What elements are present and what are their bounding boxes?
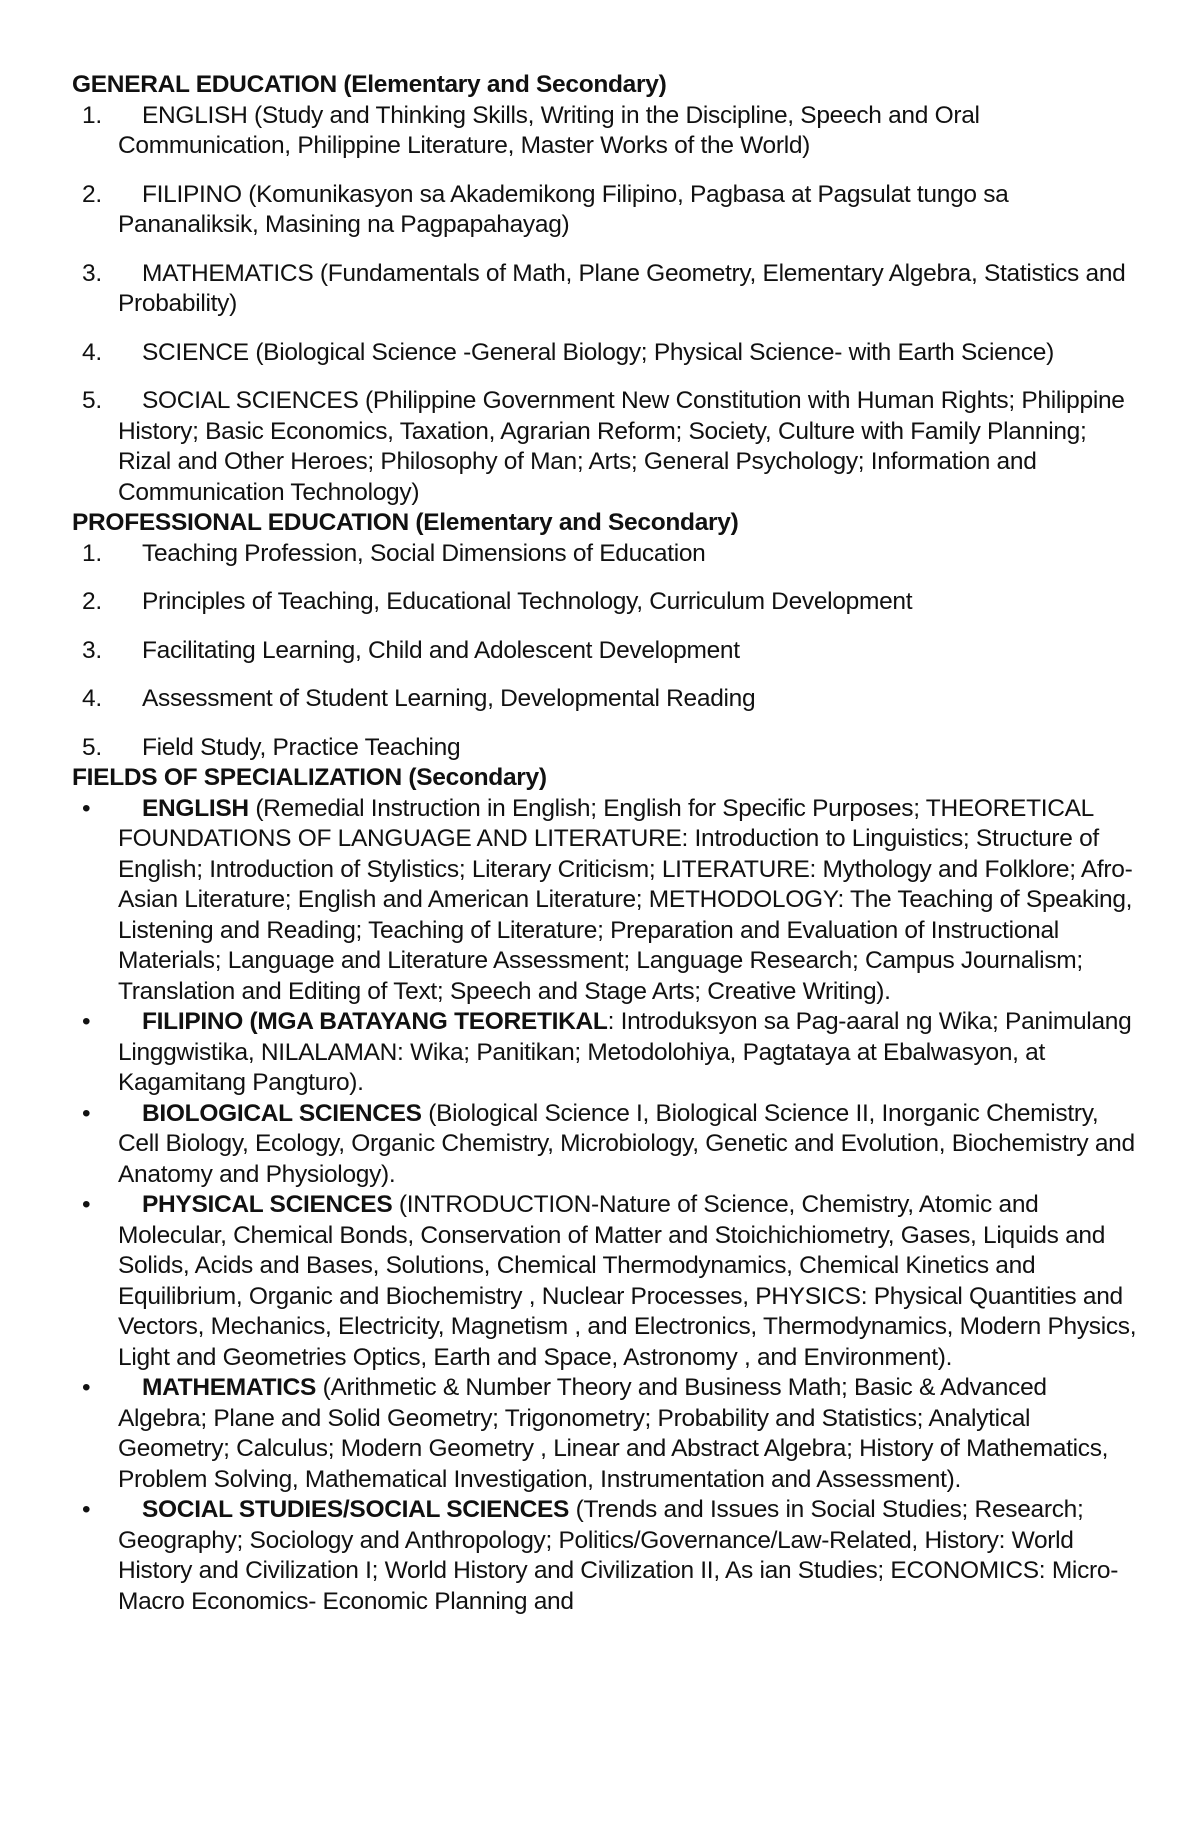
field-title: ENGLISH — [142, 794, 249, 822]
general-education-list — [72, 101, 1140, 509]
fields-of-specialization-heading: FIELDS OF SPECIALIZATION (Secondary) — [72, 764, 547, 791]
list-item: • ENGLISH (Remedial Instruction in English; English for Specific Purposes; THEORETICAL FOUNDATIONS OF LANGUAGE AND LITERATURE: Introduction to Linguistics; Structure of English; Introduction of Stylistics; Literary Criticism; LITERATURE: Mythology and Folklore; Afro-Asian Literature; English and American Literature; METHODOLOGY: The Teaching of Speaking, Listening and Reading; Teaching of Literature; Preparation and Evaluation of Instructional Materials; Language and Literature Assessment; Language Research; Campus Journalism; Translation and Editing of Text; Speech and Stage Arts; Creative Writing). — [82, 794, 1133, 1005]
list-item: 2. FILIPINO (Komunikasyon sa Akademikong Filipino, Pagbasa at Pagsulat tungo sa Pananaliksik, Masining na Pagpapahayag) — [82, 180, 1009, 238]
list-item: 3. MATHEMATICS (Fundamentals of Math, Plane Geometry, Elementary Algebra, Statistics and Probability) — [82, 259, 1126, 317]
bullet-icon: • — [82, 1191, 91, 1218]
bullet-icon: • — [82, 1374, 91, 1401]
list-item: 5. Field Study, Practice Teaching — [82, 733, 461, 761]
field-title: MATHEMATICS — [142, 1374, 317, 1401]
professional-education-list — [72, 539, 1140, 764]
field-title: BIOLOGICAL SCIENCES — [142, 1099, 422, 1127]
list-item: 5. SOCIAL SCIENCES (Philippine Government New Constitution with Human Rights; Philippine History; Basic Economics, Taxation, Agrarian Reform; Society, Culture with Family Planning; Rizal and Other Heroes; Philosophy of Man; Arts; General Psychology; Information and Communication Technology) — [82, 387, 1125, 506]
bullet-icon: • — [82, 794, 91, 822]
bullet-icon: • — [82, 1008, 91, 1035]
bullet-icon: • — [82, 1496, 91, 1523]
professional-education-heading: PROFESSIONAL EDUCATION (Elementary and Secondary) — [72, 509, 739, 536]
list-item: 4. Assessment of Student Learning, Developmental Reading — [82, 685, 756, 712]
list-item: 2. Principles of Teaching, Educational Technology, Curriculum Development — [82, 588, 913, 615]
field-title: PHYSICAL SCIENCES — [142, 1191, 393, 1218]
list-item: • MATHEMATICS (Arithmetic & Number Theory and Business Math; Basic & Advanced Algebra; Plane and Solid Geometry; Trigonometry; Probability and Statistics; Analytical Geometry; Calculus; Modern Geometry , Linear and Abstract Algebra; History of Mathematics, Problem Solving, Mathematical Investigation, Instrumentation and Assessment). — [82, 1374, 1109, 1493]
list-item: • SOCIAL STUDIES/SOCIAL SCIENCES (Trends and Issues in Social Studies; Research; Geography; Sociology and Anthropology; Politics/Governance/Law-Related, History: World History and Civilization I; World History and Civilization II, As ian Studies; ECONOMICS: Micro-Macro Economics- Economic Planning and — [82, 1496, 1119, 1615]
list-item: • FILIPINO (MGA BATAYANG TEORETIKAL: Introduksyon sa Pag-aaral ng Wika; Panimulang Linggwistika, NILALAMAN: Wika; Panitikan; Metodolohiya, Pagtataya at Ebalwasyon, at Kagamitang Pangturo). — [82, 1008, 1132, 1096]
list-item: 1. Teaching Profession, Social Dimensions of Education — [82, 539, 706, 567]
specialization-list — [72, 794, 1140, 1618]
list-item: • BIOLOGICAL SCIENCES (Biological Science I, Biological Science II, Inorganic Chemistry, Cell Biology, Ecology, Organic Chemistry, Microbiology, Genetic and Evolution, Biochemistry and Anatomy and Physiology). — [82, 1099, 1135, 1188]
field-title: SOCIAL STUDIES/SOCIAL SCIENCES — [142, 1496, 570, 1523]
general-education-heading: GENERAL EDUCATION (Elementary and Secondary) — [72, 71, 667, 98]
list-item: 1. ENGLISH (Study and Thinking Skills, Writing in the Discipline, Speech and Oral Communication, Philippine Literature, Master Works of the World) — [82, 101, 980, 159]
bullet-icon: • — [82, 1099, 91, 1127]
list-item: • PHYSICAL SCIENCES (INTRODUCTION-Nature of Science, Chemistry, Atomic and Molecular, Chemical Bonds, Conservation of Matter and Stoichichiometry, Gases, Liquids and Solids, Acids and Bases, Solutions, Chemical Thermodynamics, Chemical Kinetics and Equilibrium, Organic and Biochemistry , Nuclear Processes, PHYSICS: Physical Quantities and Vectors, Mechanics, Electricity, Magnetism , and Electronics, Thermodynamics, Modern Physics, Light and Geometries Optics, Earth and Space, Astronomy , and Environment). — [82, 1191, 1137, 1371]
list-item: 3. Facilitating Learning, Child and Adolescent Development — [82, 636, 740, 664]
field-title: FILIPINO (MGA BATAYANG TEORETIKAL — [142, 1008, 608, 1035]
list-item: 4. SCIENCE (Biological Science -General Biology; Physical Science- with Earth Science) — [82, 338, 1054, 366]
